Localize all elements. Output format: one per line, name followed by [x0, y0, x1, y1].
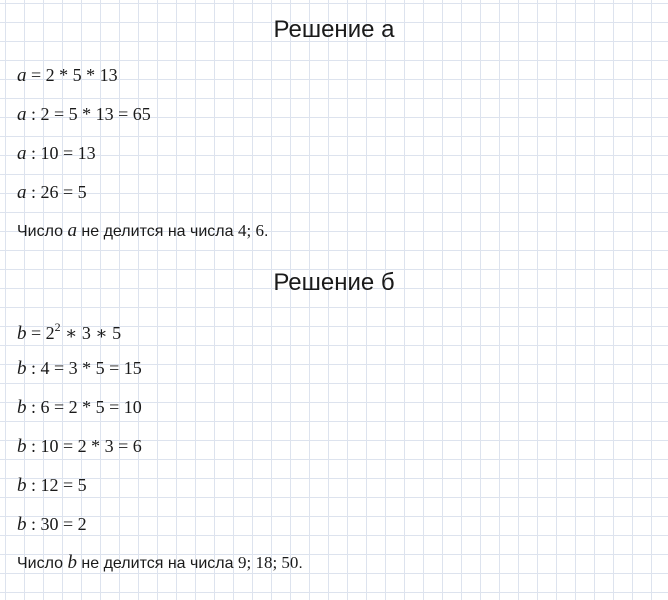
equation-line	[17, 396, 142, 419]
variable: b	[17, 475, 27, 496]
conclusion-line	[17, 220, 268, 243]
equation-text: = 2	[26, 323, 55, 343]
equation-line	[17, 435, 142, 458]
solution-b-title: Решение б	[273, 269, 395, 296]
equation-text: = 2 * 5 * 13	[26, 65, 118, 85]
exponent: 2	[54, 320, 61, 334]
equation-line	[17, 181, 87, 204]
variable: b	[17, 323, 27, 344]
variable: b	[67, 552, 77, 573]
conclusion-end: .	[298, 555, 303, 572]
variable: a	[17, 143, 27, 164]
conclusion-numbers: 4; 6	[237, 221, 264, 240]
variable: a	[17, 104, 27, 125]
equation-line	[17, 316, 121, 345]
equation-tail: ∗ 3 ∗ 5	[60, 323, 122, 343]
variable: b	[17, 514, 27, 535]
equation-line	[17, 357, 142, 380]
conclusion-prefix: Число	[17, 555, 68, 572]
equation-text: : 2 = 5 * 13 = 65	[26, 104, 151, 124]
equation-text: : 30 = 2	[26, 514, 87, 534]
equation-text: : 10 = 2 * 3 = 6	[26, 436, 142, 456]
variable: b	[17, 436, 27, 457]
conclusion-middle: не делится на числа	[76, 555, 238, 572]
variable: a	[67, 220, 77, 241]
conclusion-prefix: Число	[17, 223, 68, 240]
conclusion-numbers: 9; 18; 50	[237, 553, 299, 572]
variable: a	[17, 182, 27, 203]
equation-text: : 6 = 2 * 5 = 10	[26, 397, 142, 417]
equation-text: : 4 = 3 * 5 = 15	[26, 358, 142, 378]
conclusion-line	[17, 552, 303, 575]
variable: a	[17, 65, 27, 86]
equation-line	[17, 474, 87, 497]
equation-text: : 10 = 13	[26, 143, 96, 163]
variable: b	[17, 397, 27, 418]
equation-line	[17, 513, 87, 536]
solution-a-title: Решение а	[273, 16, 395, 43]
conclusion-end: .	[263, 223, 269, 240]
equation-text: : 26 = 5	[26, 182, 87, 202]
equation-line	[17, 142, 96, 165]
equation-line	[17, 103, 151, 126]
conclusion-middle: не делится на числа	[76, 223, 238, 240]
equation-line	[17, 64, 118, 87]
equation-text: : 12 = 5	[26, 475, 87, 495]
variable: b	[17, 358, 27, 379]
